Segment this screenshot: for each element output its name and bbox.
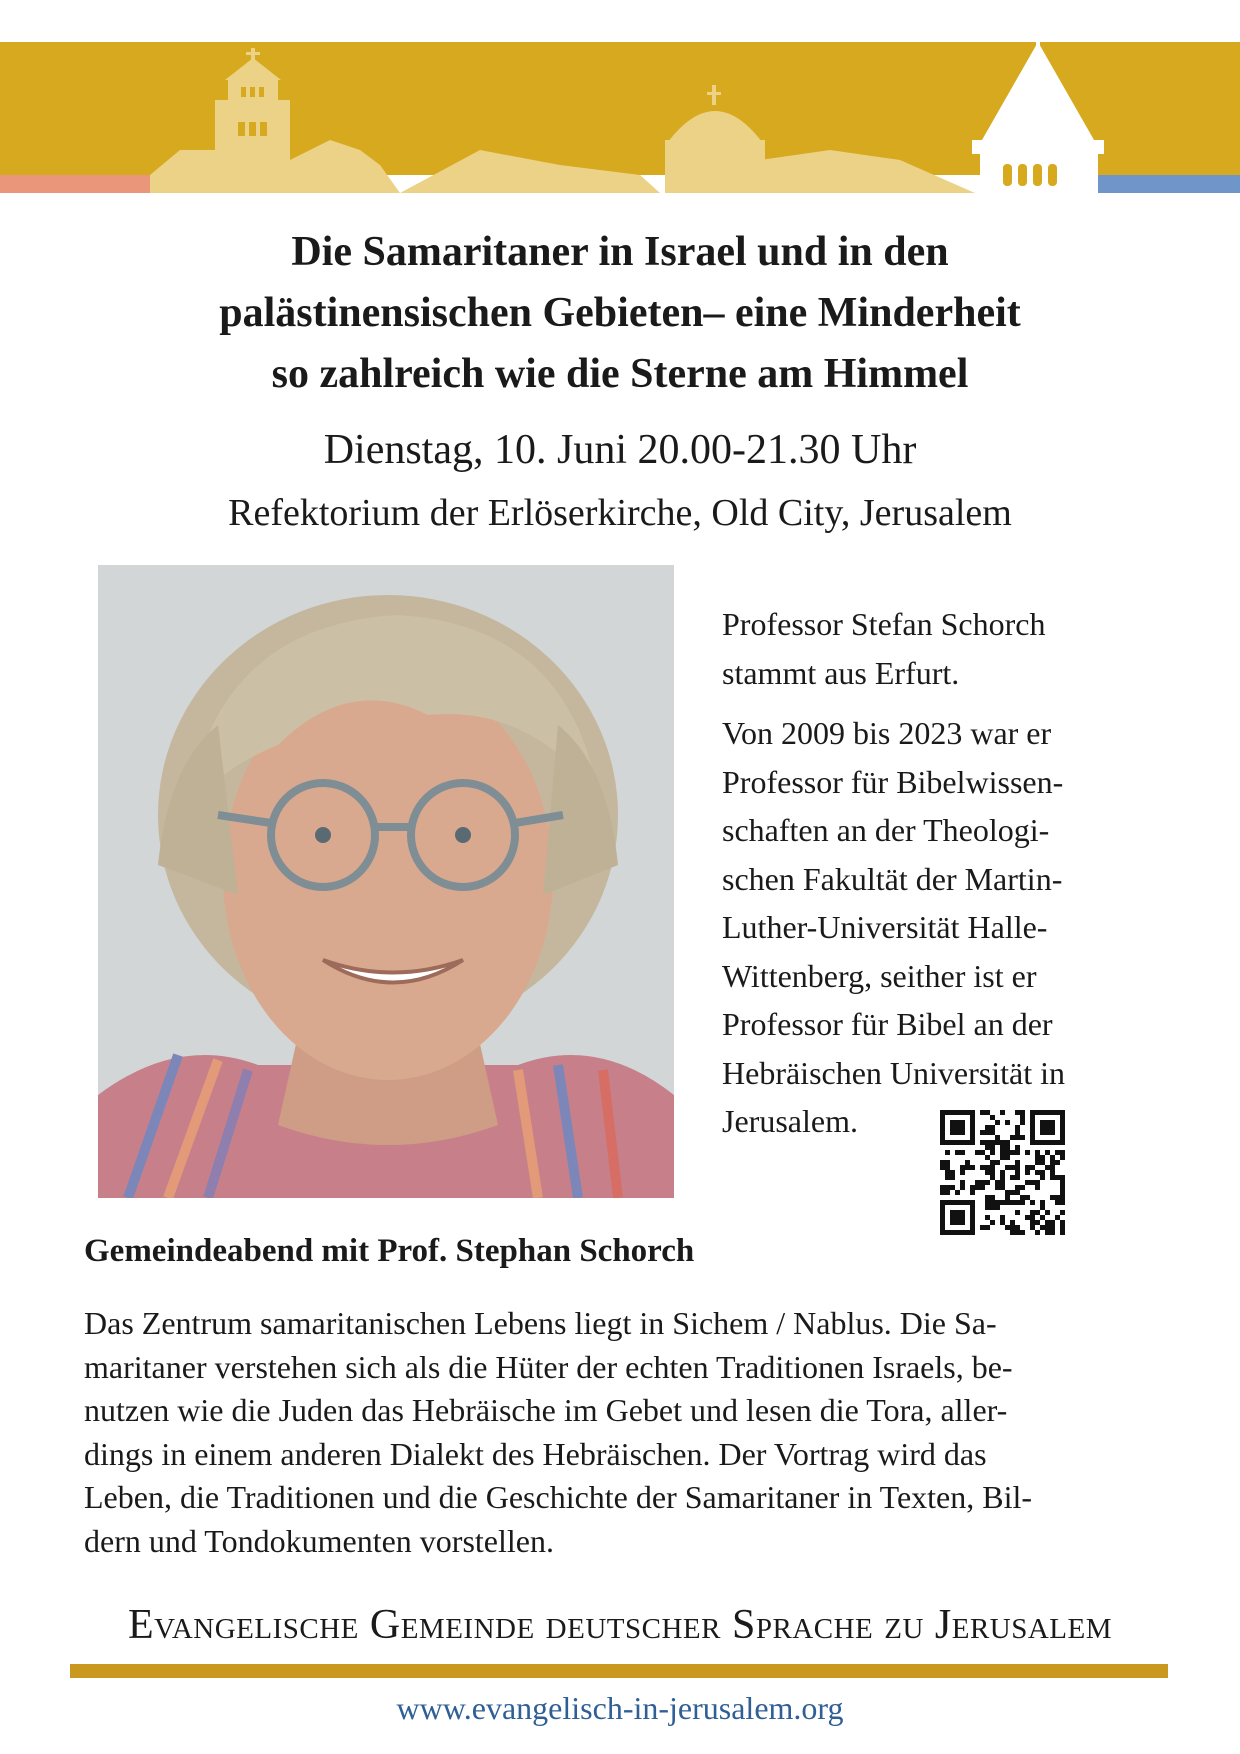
website-link[interactable]: www.evangelisch-in-jerusalem.org — [396, 1690, 844, 1726]
description-line: Das Zentrum samaritanischen Lebens liegt in Sichem / Nablus. Die Sa- — [84, 1305, 997, 1341]
description-line: maritaner verstehen sich als die Hüter der echten Traditionen Israels, be- — [84, 1348, 1013, 1385]
header-banner — [0, 0, 1240, 200]
footer-divider — [70, 1664, 1168, 1678]
event-subheading: Gemeindeabend mit Prof. Stephan Schorch — [84, 1233, 695, 1269]
title-line: so zahlreich wie die Sterne am Himmel — [271, 351, 969, 397]
event-date: Dienstag, 10. Juni 20.00-21.30 Uhr — [323, 427, 917, 473]
bio-line: Professor für Bibel an der — [722, 1006, 1053, 1042]
description-line: nutzen wie die Juden das Hebräische im Gebet und lesen die Tora, aller- — [84, 1392, 1008, 1428]
bio-line: Luther-Universität Halle- — [722, 909, 1048, 945]
bio-career — [722, 709, 1192, 1146]
description-line: dern und Tondokumenten vorstellen. — [84, 1522, 554, 1559]
description-line: Leben, die Traditionen und die Geschichte der Samaritaner in Texten, Bil- — [84, 1479, 1033, 1515]
bio-line: stammt aus Erfurt. — [722, 654, 960, 691]
bio-line: Wittenberg, seither ist er — [722, 957, 1037, 994]
title-line: palästinensischen Gebieten– eine Minderheit — [219, 290, 1021, 336]
bio-line: schen Fakultät der Martin- — [722, 860, 1063, 897]
title-line: Die Samaritaner in Israel und in den — [291, 229, 949, 275]
bio-line: schaften an der Theologi- — [722, 812, 1050, 848]
qr-code[interactable] — [940, 1110, 1065, 1235]
event-description — [84, 1302, 1164, 1563]
bio-line: Hebräischen Universität in — [722, 1054, 1065, 1091]
speaker-portrait — [98, 565, 674, 1198]
organization-name: Evangelische Gemeinde deutscher Sprache zu Jerusalem — [127, 1602, 1113, 1648]
bio-line: Jerusalem. — [722, 1103, 858, 1139]
bio-line: Professor für Bibelwissen- — [722, 763, 1064, 800]
bio-line: Von 2009 bis 2023 war er — [722, 715, 1052, 751]
event-title — [60, 222, 1180, 405]
bio-line: Professor Stefan Schorch — [722, 606, 1046, 642]
description-line: dings in einem anderen Dialekt des Hebräischen. Der Vortrag wird das — [84, 1435, 987, 1472]
speaker-bio — [722, 600, 1192, 1158]
event-venue: Refektorium der Erlöserkirche, Old City, Jerusalem — [228, 492, 1012, 534]
bio-intro — [722, 600, 1192, 697]
